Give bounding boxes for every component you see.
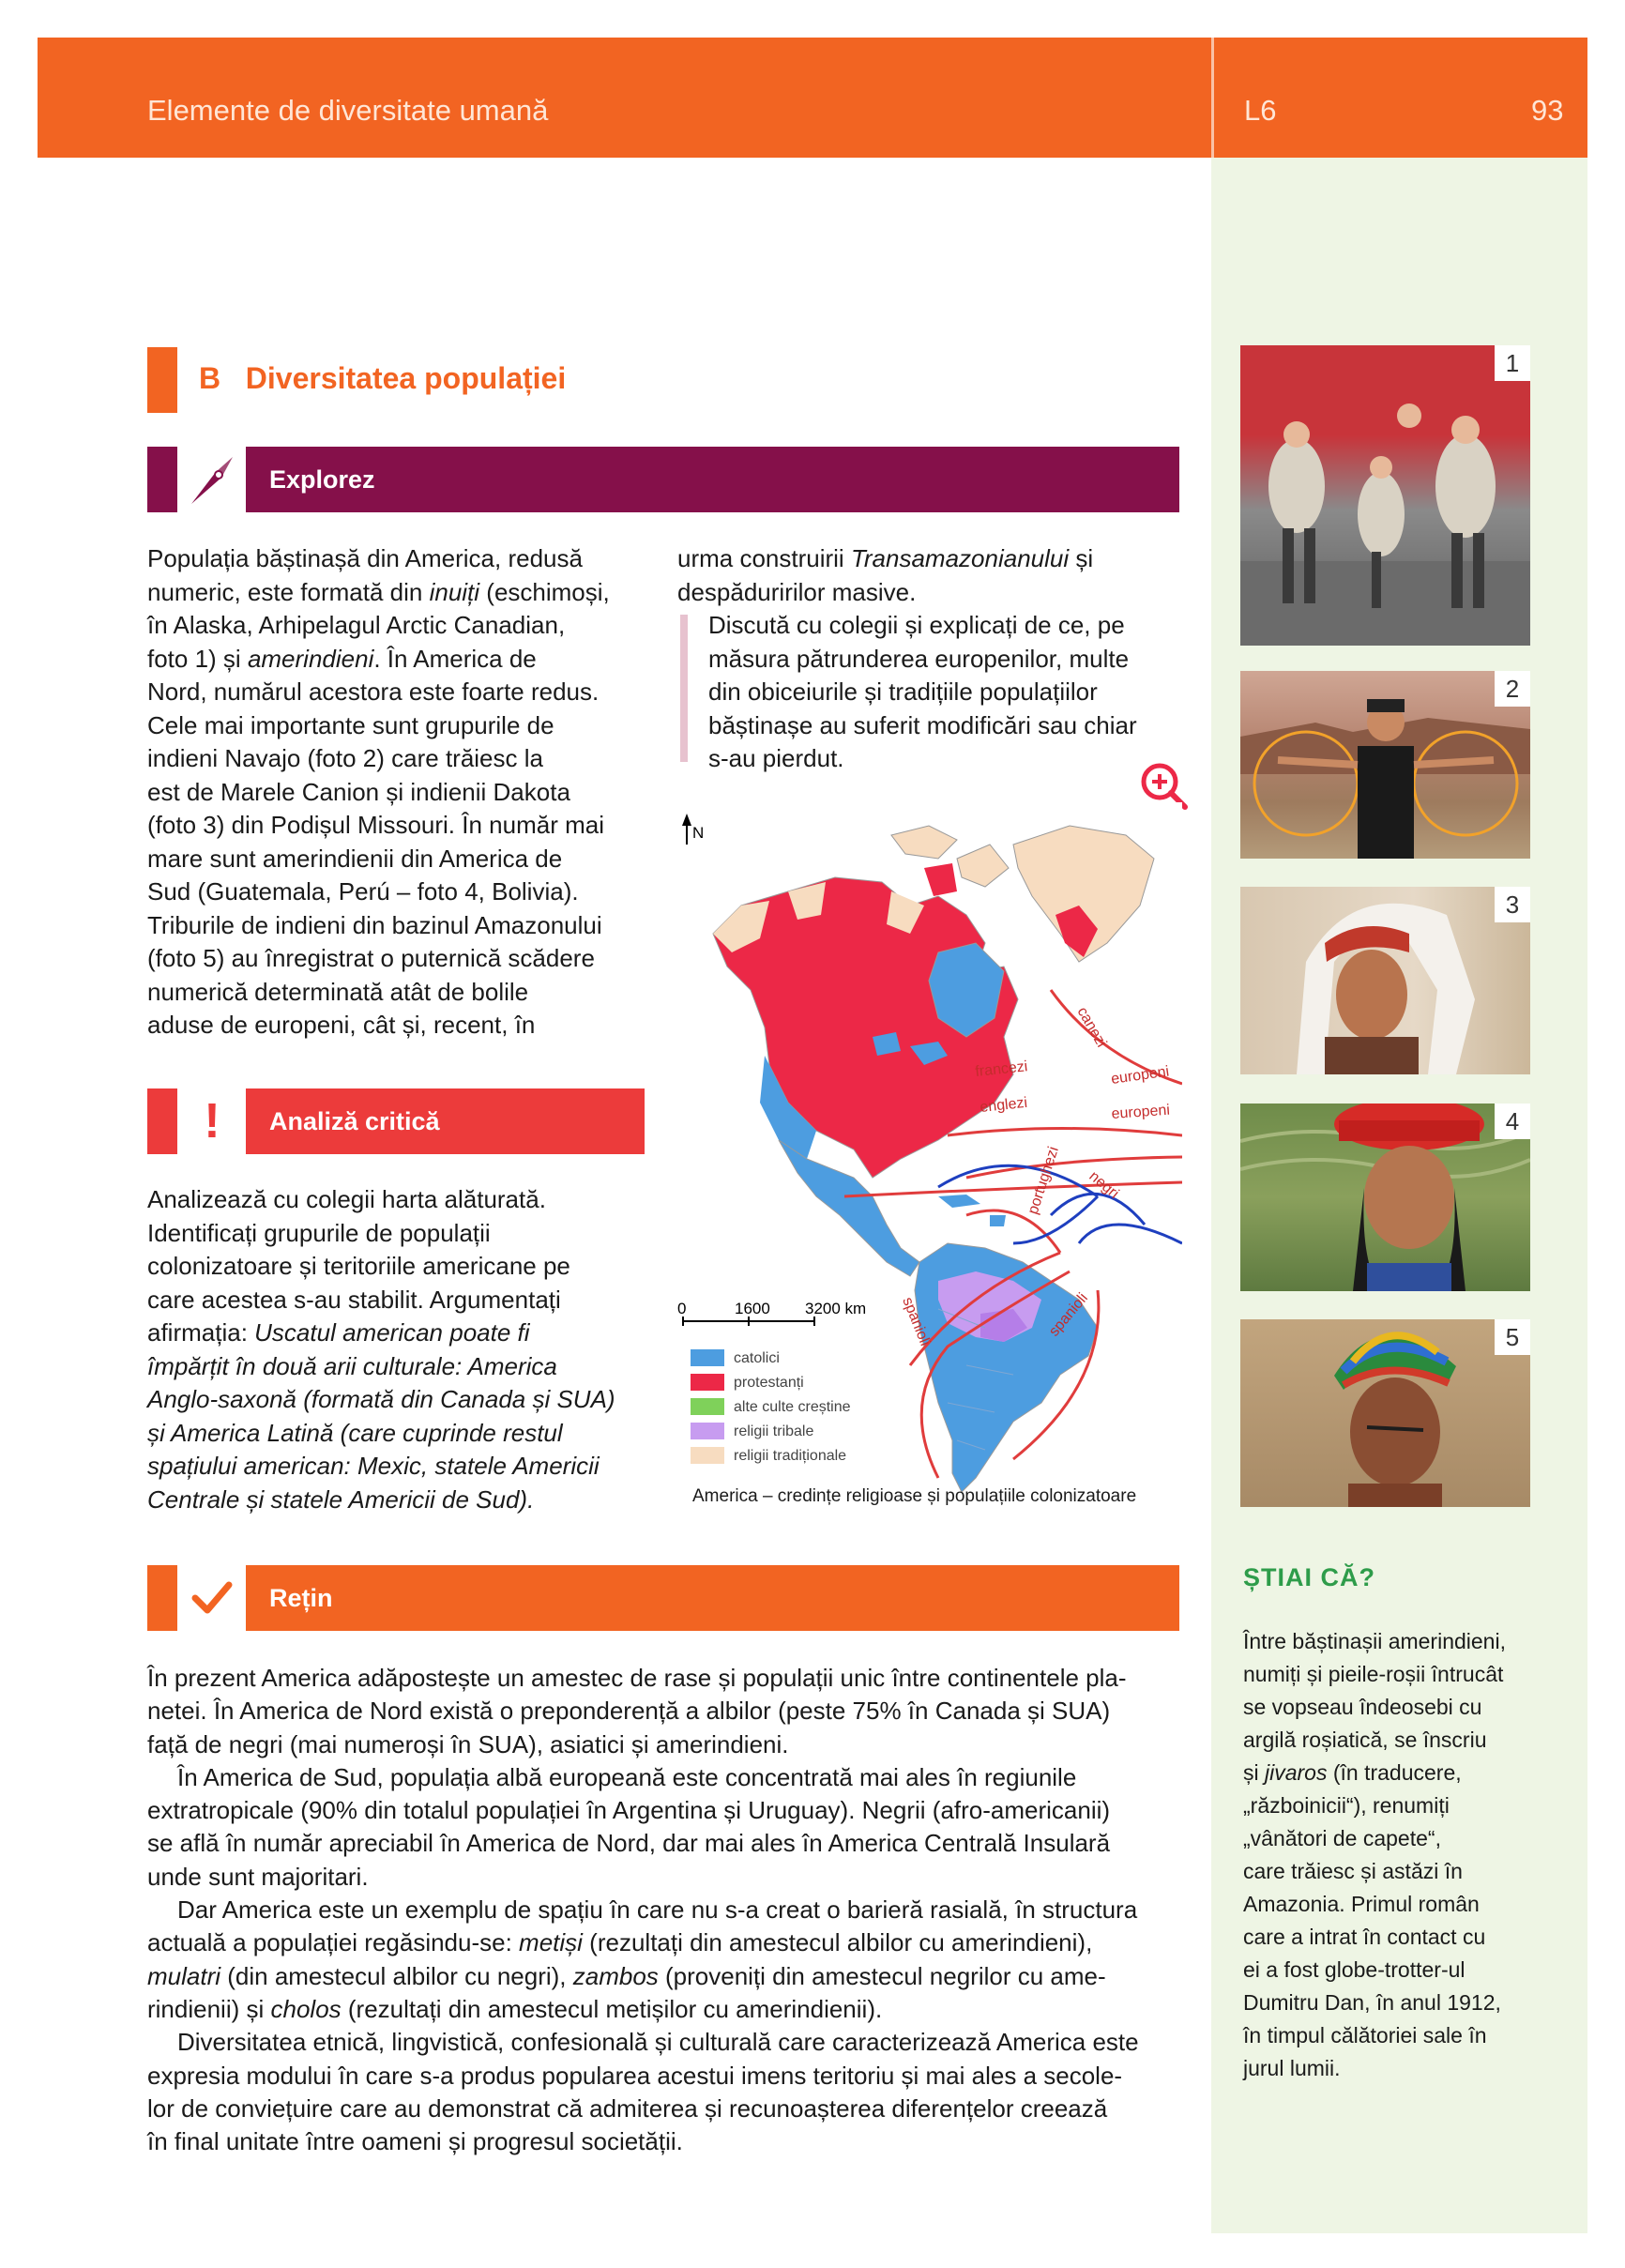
text-line: Diversitatea etnică, lingvistică, confesională și culturală care caracterizează America este — [177, 2028, 1139, 2057]
map-label-francezi: francezi — [974, 1058, 1029, 1080]
svg-text:1600: 1600 — [735, 1300, 770, 1317]
text-line: se vopseau îndeosebi cu — [1243, 1695, 1482, 1719]
did-you-know-title: ȘTIAI CĂ? — [1243, 1563, 1375, 1591]
explorez-question — [708, 609, 1196, 776]
svg-text:3200 km: 3200 km — [805, 1300, 867, 1317]
text-line: care acestea s-au stabilit. Argumentați — [147, 1285, 561, 1314]
text-line: unde sunt majoritari. — [147, 1862, 369, 1891]
text-line: din obiceiurile și tradițiile populațiilor — [708, 677, 1098, 706]
analiza-text — [147, 1183, 654, 1516]
text-line: „vânători de capete“, — [1243, 1826, 1441, 1850]
text-line: Dumitru Dan, în anul 1912, — [1243, 1990, 1501, 2015]
exclamation-icon: ! — [204, 1094, 220, 1149]
text-line: Nord, numărul acestora este foarte redus. — [147, 677, 600, 706]
map-label-portughezi: portughezi — [1025, 1144, 1062, 1217]
photo-navajo — [1240, 671, 1530, 859]
svg-text:N: N — [692, 824, 705, 842]
text-line: față de negri (mai numeroși în SUA), asiatici și amerindieni. — [147, 1729, 789, 1758]
explorez-label: Explorez — [269, 465, 375, 494]
explorez-band — [246, 447, 1179, 512]
analiza-heading — [147, 1088, 645, 1154]
text-line: spațiului american: Mexic, statele Americii — [147, 1452, 600, 1480]
analiza-mark — [147, 1088, 177, 1154]
text-line: Amazonia. Primul român — [1243, 1892, 1480, 1916]
map-label-canezi: canezi — [1073, 1004, 1110, 1051]
photo-number: 5 — [1495, 1319, 1530, 1355]
explorez-heading — [147, 447, 1179, 512]
map-caption: America – credințe religioase și populațiile colonizatoare — [692, 1486, 1137, 1506]
did-you-know-text — [1243, 1625, 1572, 2085]
map-label-englezi: englezi — [979, 1094, 1028, 1116]
retin-mark — [147, 1565, 177, 1631]
text-line: măsura pătrunderea europenilor, multe — [708, 644, 1130, 673]
text-line: în Alaska, Arhipelagul Arctic Canadian, — [147, 611, 566, 639]
text-line: Analizează cu colegii harta alăturată. — [147, 1185, 546, 1213]
text-line: indieni Navajo (foto 2) care trăiesc la — [147, 744, 543, 772]
svg-text:alte culte creștine: alte culte creștine — [734, 1399, 851, 1415]
svg-text:catolici: catolici — [734, 1350, 780, 1366]
compass-icon — [183, 447, 241, 512]
photo-number: 2 — [1495, 671, 1530, 707]
explorez-mark — [147, 447, 177, 512]
text-line: Centrale și statele Americii de Sud). — [147, 1484, 535, 1514]
text-line: netei. În America de Nord există o preponderență a albilor (peste 75% în Canada și SUA) — [147, 1697, 1111, 1726]
text-line: lor de conviețuire care au demonstrat că admiterea și recunoașterea diferențelor creează — [147, 2093, 1108, 2123]
section-title — [199, 361, 566, 396]
map-label-europeni-2: europeni — [1111, 1102, 1171, 1122]
text-line: Triburile de indieni din bazinul Amazonului — [147, 910, 602, 939]
text-line: (foto 3) din Podișul Missouri. În număr mai — [147, 811, 604, 839]
text-line: rindienii) și cholos (rezultați din amestecul metișilor cu amerindienii). — [147, 1994, 883, 2023]
text-line: numeric, este formată din inuiți (eschimoși, — [147, 577, 610, 606]
svg-text:0: 0 — [677, 1300, 687, 1317]
text-line: expresia modului în care s-a produs popularea acestui imens teritoriu și mai ales a secole- — [147, 2061, 1123, 2090]
text-line: Dar America este un exemplu de spațiu în care nu s-a creat o barieră rasială, în structura — [177, 1895, 1138, 1925]
text-line: despăduririlor masive. — [677, 577, 917, 606]
text-line: Anglo-saxonă (formată din Canada și SUA) — [147, 1385, 615, 1413]
text-line: Discută cu colegii și explicați de ce, pe — [708, 611, 1125, 639]
map-label-spanioli-1: spanioli — [899, 1295, 934, 1348]
text-line: Identificați grupurile de populații — [147, 1218, 491, 1247]
text-line: s-au pierdut. — [708, 744, 844, 772]
photo-inuit — [1240, 345, 1530, 646]
text-line: împărțit în două arii culturale: America — [147, 1351, 557, 1380]
text-line: foto 1) și amerindieni. În America de — [147, 644, 537, 673]
section-marker — [147, 347, 177, 413]
text-line: aduse de europeni, cât și, recent, în — [147, 1011, 536, 1039]
photo-number: 4 — [1495, 1104, 1530, 1139]
text-line: și America Latină (care cuprinde restul — [147, 1418, 563, 1447]
text-line: est de Marele Canion și indienii Dakota — [147, 777, 570, 806]
text-line: în timpul călătoriei sale în — [1243, 2023, 1487, 2047]
text-line: colonizatoare și teritoriile americane pe — [147, 1252, 570, 1280]
retin-label: Rețin — [269, 1584, 333, 1612]
text-line: În prezent America adăpostește un amestec de rase și populații unic între continentele pla- — [147, 1664, 1127, 1692]
text-line: băștinașe au suferit modificări sau chiar — [708, 710, 1137, 739]
retin-text — [147, 1662, 1179, 2158]
map-label-negri: negri — [1086, 1168, 1122, 1202]
text-line: și jivaros (în traducere, — [1243, 1760, 1462, 1785]
explorez-col2 — [677, 542, 1184, 609]
map-label-europeni-1: europeni — [1110, 1063, 1171, 1088]
map-label-spanioli-2: spanioli — [1046, 1290, 1091, 1340]
religion-colonizers-map — [657, 802, 1182, 1497]
text-line: Sud (Guatemala, Perú – foto 4, Bolivia). — [147, 877, 579, 906]
text-line: jurul lumii. — [1243, 2056, 1341, 2080]
photo-dakota — [1240, 887, 1530, 1074]
text-line: mulatri (din amestecul albilor cu negri), zambos (proveniți din amestecul negrilor cu ame- — [147, 1961, 1106, 1990]
svg-text:religii tribale: religii tribale — [734, 1423, 814, 1439]
text-line: ei a fost globe-trotter-ul — [1243, 1957, 1466, 1982]
page-number: 93 — [1531, 94, 1564, 127]
explorez-col1 — [147, 542, 654, 1043]
section-letter: B — [199, 361, 221, 395]
text-line: se află în număr apreciabil în America de Nord, dar mai ales în America Centrală Insulară — [147, 1829, 1111, 1858]
retin-band — [246, 1565, 1179, 1631]
text-line: numiți și pieile-roșii întrucât — [1243, 1662, 1504, 1686]
chapter-title: Elemente de diversitate umană — [147, 94, 549, 127]
svg-text:protestanți: protestanți — [734, 1375, 804, 1391]
text-line: care a intrat în contact cu — [1243, 1925, 1486, 1949]
photo-number: 1 — [1495, 345, 1530, 381]
text-line: mare sunt amerindienii din America de — [147, 844, 563, 873]
text-line: Cele mai importante sunt grupurile de — [147, 710, 554, 739]
analiza-label: Analiză critică — [269, 1107, 440, 1135]
text-line: numerică determinată atât de bolile — [147, 977, 529, 1006]
text-line: În America de Sud, populația albă europeană este concentrată mai ales în regiunile — [177, 1762, 1077, 1791]
text-line: argilă roșiatică, se înscriu — [1243, 1728, 1487, 1752]
text-line: în final unitate între oameni și progresul societății. — [147, 2127, 683, 2156]
text-line: (foto 5) au înregistrat o puternică scădere — [147, 944, 595, 972]
text-line: extratropicale (90% din totalul populației în Argentina și Uruguay). Negrii (afro-americanii) — [147, 1796, 1111, 1825]
section-title-text: Diversitatea populației — [245, 361, 567, 395]
page-header — [38, 38, 1587, 158]
text-line: Între băștinașii amerindieni, — [1243, 1629, 1506, 1653]
text-line: „războinicii“), renumiți — [1243, 1793, 1450, 1818]
text-line: Populația băștinașă din America, redusă — [147, 544, 583, 572]
checkmark-icon — [183, 1565, 241, 1631]
quote-bar — [680, 615, 688, 762]
photo-number: 3 — [1495, 887, 1530, 922]
text-line: actuală a populației regăsindu-se: metiși (rezultați din amestecul albilor cu amerindieni), — [147, 1928, 1093, 1957]
text-line: afirmația: Uscatul american poate fi — [147, 1318, 530, 1347]
header-divider — [1211, 38, 1214, 158]
lesson-number: L6 — [1244, 94, 1277, 127]
text-line: urma construirii Transamazonianului și — [677, 544, 1094, 572]
text-line: care trăiesc și astăzi în — [1243, 1859, 1463, 1883]
photo-amazon — [1240, 1319, 1530, 1507]
retin-heading — [147, 1565, 1179, 1631]
svg-text:religii tradiționale: religii tradiționale — [734, 1448, 847, 1464]
photo-peru — [1240, 1104, 1530, 1291]
